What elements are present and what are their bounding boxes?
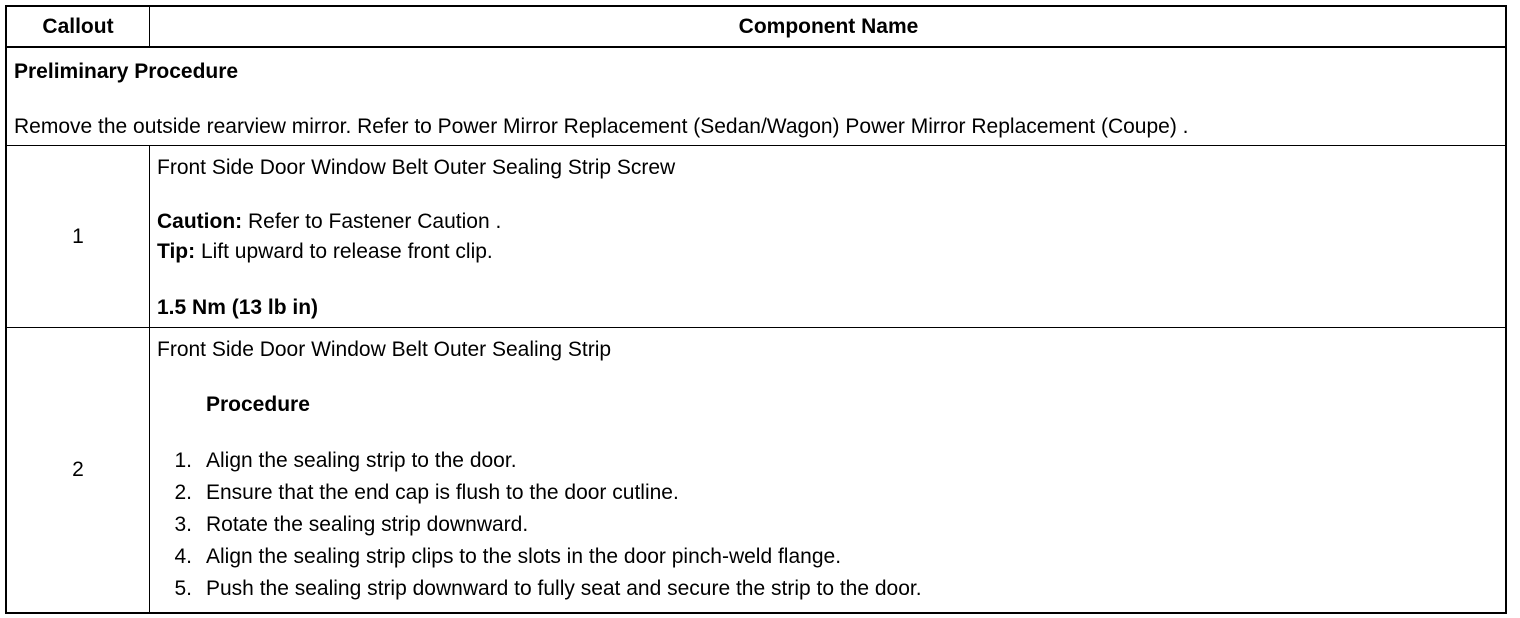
preliminary-procedure-text: Remove the outside rearview mirror. Refer to Power Mirror Replacement (Sedan/Wagon) Power Mirror Replacement (Coupe) .: [14, 115, 1189, 138]
step-text: Align the sealing strip to the door.: [206, 449, 517, 472]
table-row: [7, 146, 1505, 328]
step-text: Align the sealing strip clips to the slots in the door pinch-weld flange.: [206, 545, 842, 568]
step-number: 2.: [174, 481, 192, 504]
preliminary-procedure-title: Preliminary Procedure: [14, 60, 239, 83]
list-item: [158, 513, 528, 537]
caution-text: Refer to Fastener Caution .: [248, 210, 502, 233]
component-cell: [150, 328, 1505, 612]
callout-number: 1: [7, 146, 150, 327]
callout-number: 2: [7, 328, 150, 612]
step-number: 3.: [174, 513, 192, 536]
component-name: Front Side Door Window Belt Outer Sealing Strip Screw: [157, 156, 676, 179]
step-number: 5.: [174, 577, 192, 600]
step-number: 4.: [174, 545, 192, 568]
step-text: Rotate the sealing strip downward.: [206, 513, 529, 536]
step-text: Ensure that the end cap is flush to the door cutline.: [206, 481, 679, 504]
torque-spec: 1.5 Nm (13 lb in): [157, 296, 319, 319]
list-item: [158, 481, 679, 505]
list-item: [158, 449, 517, 473]
header-callout: Callout: [7, 7, 150, 46]
step-number: 1.: [174, 449, 192, 472]
procedure-table: [5, 5, 1507, 614]
component-name: Front Side Door Window Belt Outer Sealing Strip: [157, 338, 612, 361]
header-component-name: Component Name: [738, 14, 919, 38]
list-item: [158, 577, 922, 601]
table-row: [7, 328, 1505, 612]
component-cell: [150, 146, 1505, 327]
tip-text: Lift upward to release front clip.: [200, 240, 493, 263]
list-item: [158, 545, 841, 569]
tip-line: [157, 240, 493, 264]
step-text: Push the sealing strip downward to fully seat and secure the strip to the door.: [206, 577, 922, 600]
procedure-title: Procedure: [206, 393, 310, 416]
table-header-row: [7, 7, 1505, 48]
tip-label: Tip:: [157, 240, 196, 263]
caution-line: [157, 210, 501, 234]
caution-label: Caution:: [157, 210, 243, 233]
